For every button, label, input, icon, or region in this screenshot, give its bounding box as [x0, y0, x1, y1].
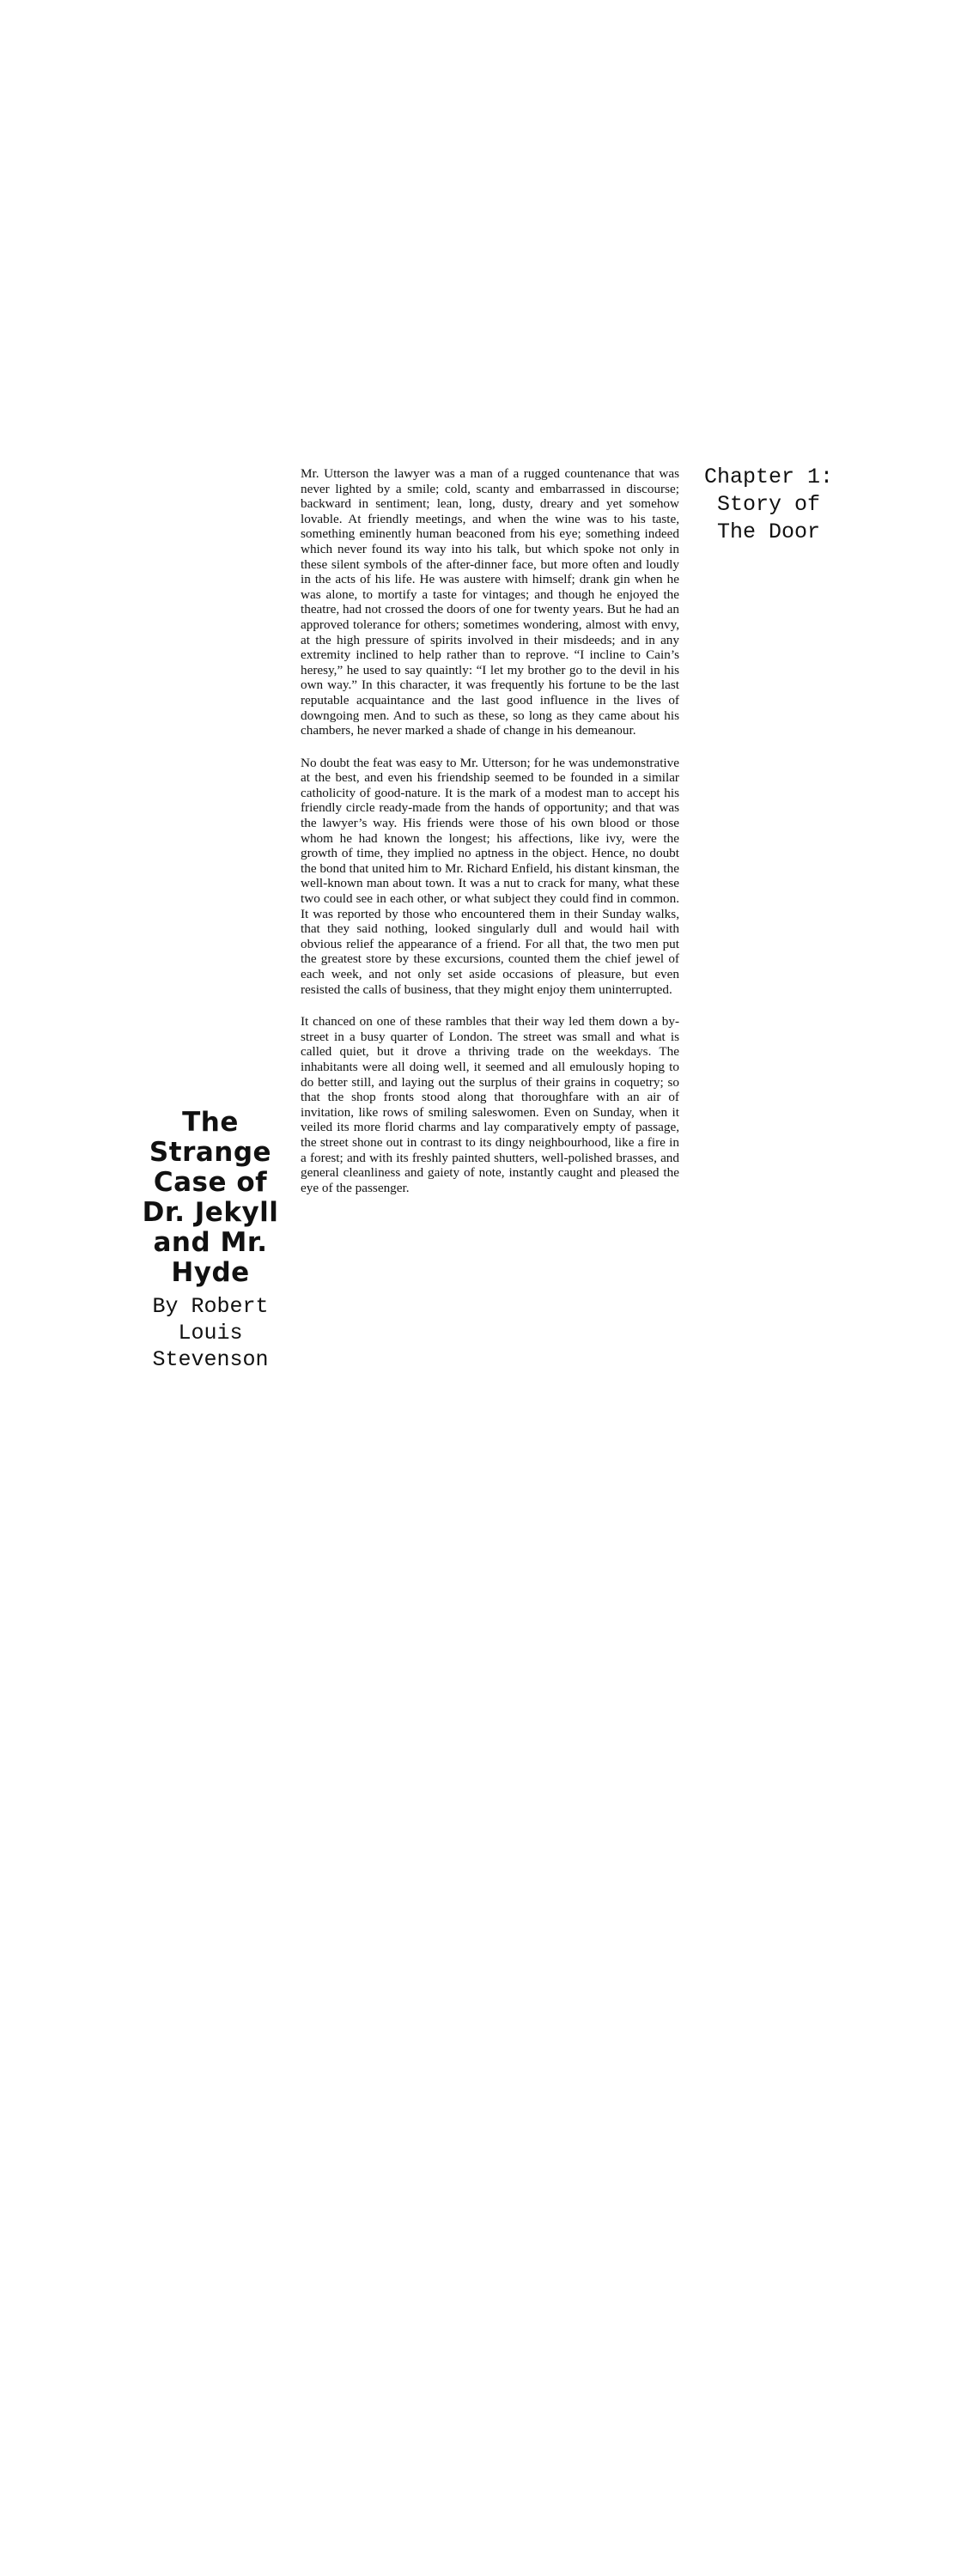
paragraph-2: No doubt the feat was easy to Mr. Utterson; for he was undemonstrative at the best, and even his friendship seemed to be founded in a similar catholicity of good-nature. It is the mark of a modest man to accept his friendly circle ready-made from the hands of opportunity; and that was the lawyer’s way. His friends were those of his own blood or those whom he had known the longest; his affections, like ivy, were the growth of time, they implied no aptness in the object. Hence, no doubt the bond that united him to Mr. Richard Enfield, his distant kinsman, the well-known man about town. It was a nut to crack for many, what these two could see in each other, or what subject they could find in common. It was reported by those who encountered them in their Sunday walks, that they said nothing, looked singularly dull and would hail with obvious relief the appearance of a friend. For all that, the two men put the greatest store by these excursions, counted them the chief jewel of each week, and not only set aside occasions of pleasure, but even resisted the calls of business, that they might enjoy them uninterrupted. — [301, 755, 679, 997]
paragraph-1: Mr. Utterson the lawyer was a man of a rugged countenance that was never lighted by a smile; cold, scanty and embarrassed in discourse; backward in sentiment; lean, long, dusty, dreary and yet somehow lovable. At friendly meetings, and when the wine was to his taste, something eminently human beaconed from his eye; something indeed which never found its way into his talk, but which spoke not only in these silent symbols of the after-dinner face, but more often and loudly in the acts of his life. He was austere with himself; drank gin when he was alone, to mortify a taste for vintages; and though he enjoyed the theatre, had not crossed the doors of one for twenty years. But he had an approved tolerance for others; sometimes wondering, almost with envy, at the high pressure of spirits involved in their misdeeds; and in any extremity inclined to help rather than to reprove. “I incline to Cain’s heresy,” he used to say quaintly: “I let my brother go to the devil in his own way.” In this character, it was frequently his fortune to be the last reputable acquaintance and the last good influence in the lives of downgoing men. And to such as these, so long as they came about his chambers, he never marked a shade of change in his demeanour. — [301, 466, 679, 738]
book-title: The Strange Case of Dr. Jekyll and Mr. Hyde — [142, 1107, 279, 1288]
chapter-heading: Chapter 1: Story of The Door — [703, 465, 834, 544]
chapter-text — [301, 466, 679, 1212]
paragraph-3: It chanced on one of these rambles that their way led them down a by-street in a busy quarter of London. The street was small and what is called quiet, but it drove a thriving trade on the weekdays. The inhabitants were all doing well, it seemed and all emulously hoping to do better still, and laying out the surplus of their grains in coquetry; so that the shop fronts stood along that thoroughfare with an air of invitation, like rows of smiling saleswomen. Even on Sunday, when it veiled its more florid charms and lay comparatively empty of passage, the street shone out in contrast to its dingy neighbourhood, like a fire in a forest; and with its freshly painted shutters, well-polished brasses, and general cleanliness and gaiety of note, instantly caught and pleased the eye of the passenger. — [301, 1014, 679, 1195]
book-author: By Robert Louis Stevenson — [152, 1294, 269, 1372]
book-title-block — [137, 1108, 283, 1373]
